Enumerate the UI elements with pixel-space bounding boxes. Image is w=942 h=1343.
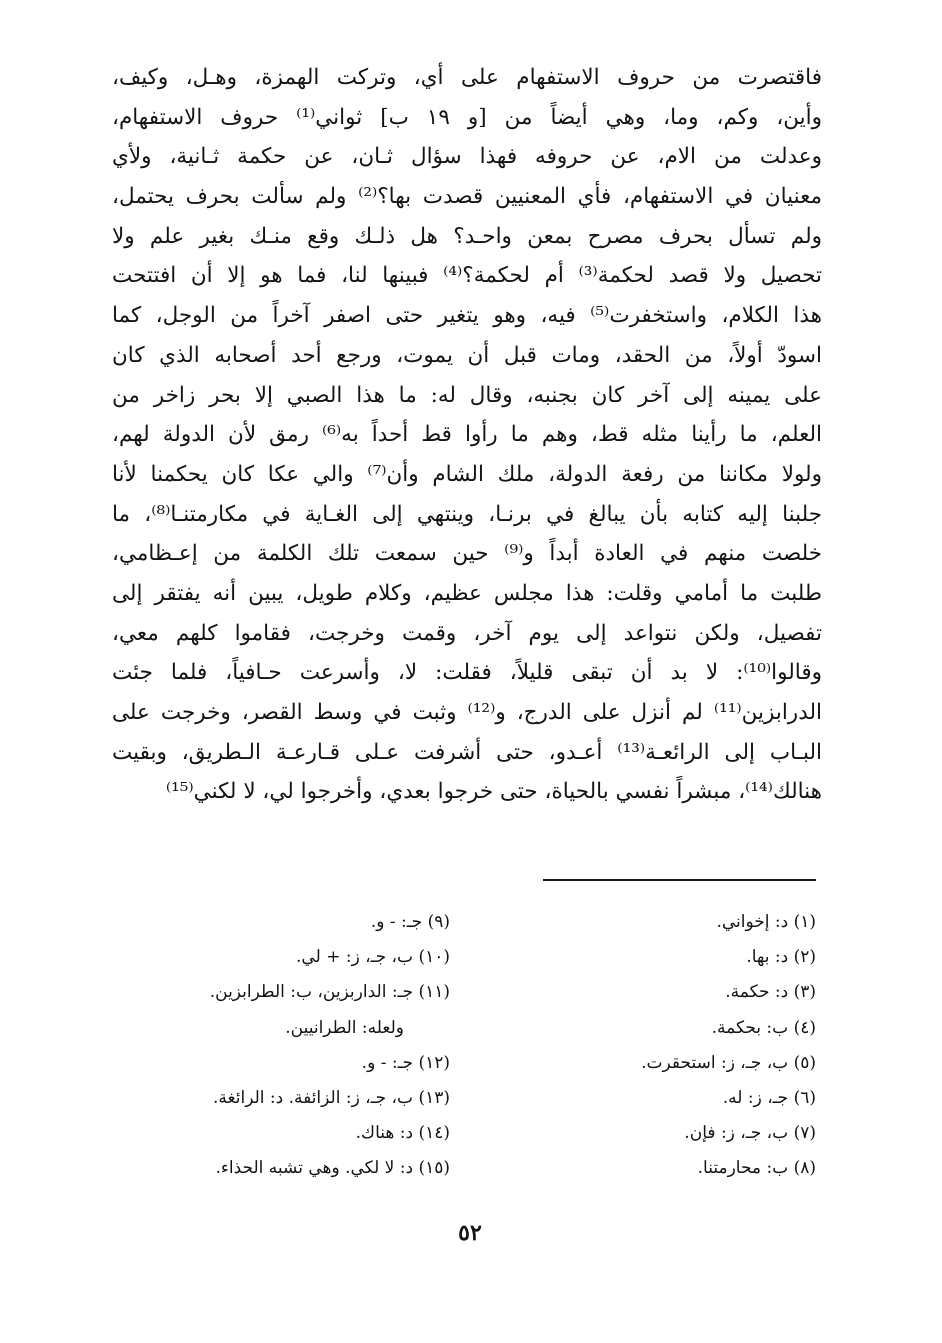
footnote: (٩) جـ: - و. (370, 912, 450, 932)
text-line: تفصيل، ولكن نتواعد إلى يوم آخر، وقمت وخرجت، فقاموا كلهم معي، (112, 620, 822, 646)
text-line: وأين، وكم، وما، وهي أيضاً من [و ١٩ ب] ثواني⁽¹⁾ حروف الاستفهام، (112, 104, 822, 130)
text-line: طلبت ما أمامي وقلت: هذا مجلس عظيم، وكلام طويل، يبين أنه يفتقر إلى (112, 580, 822, 606)
footnote: (١) د: إخواني. (716, 912, 816, 932)
text-line: هنالك⁽¹⁴⁾، مبشراً نفسي بالحياة، حتى خرجوا بعدي، وأخرجوا لي، لا لكني⁽¹⁵⁾ (165, 779, 822, 805)
text-line: العلم، ما رأينا مثله قط، وهم ما رأوا قط أحداً به⁽⁶⁾ رمق لأن الدولة لهم، (112, 422, 822, 448)
footnote: (٤) ب: بحكمة. (711, 1017, 816, 1038)
text-line: وعدلت من الام، عن حروفه فهذا سؤال ثـان، عن حكمة ثـانية، ولأي (112, 144, 822, 170)
text-line: ولولا مكاننا من رفعة الدولة، ملك الشام وأن⁽⁷⁾ والي عكا كان يحكمنا لأنا (112, 461, 822, 487)
footnote: (١٤) د: هناك. (355, 1123, 450, 1144)
footnotes-right-column (490, 905, 816, 1187)
footnote: (٨) ب: محارمتنا. (697, 1158, 816, 1179)
text-line: على يمينه إلى آخر كان بجنبه، وقال له: ما هذا الصبي إلا بحر زاخر من (112, 382, 822, 408)
footnote: (١٠) ب، جـ، ز: + لي. (296, 947, 450, 968)
text-line: البـاب إلى الرائعـة⁽¹³⁾ أعـدو، حتى أشرفت عـلى قـارعـة الـطريق، وبقيت (112, 739, 822, 765)
footnote: (١٢) جـ: - و. (361, 1052, 450, 1073)
footnote: (٦) جـ، ز: له. (722, 1087, 816, 1108)
text-line: معنيان في الاستفهام، فأي المعنيين قصدت بها؟⁽²⁾ ولم سألت بحرف يحتمل، (112, 184, 822, 210)
text-line: هذا الكلام، واستخفرت⁽⁵⁾ فيه، وهو يتغير حتى اصفر آخراً من الوجل، كما (112, 303, 822, 329)
text-line: فاقتصرت من حروف الاستفهام على أي، وتركت الهمزة، وهـل، وكيف، (112, 65, 822, 90)
text-line: تحصيل ولا قصد لحكمة⁽³⁾ أم لحكمة؟⁽⁴⁾ فبينها لنا، فما هو إلا أن افتتحت (112, 263, 822, 289)
main-text-block (112, 58, 822, 812)
footnote: (١٥) د: لا لكي. وهي تشبه الحذاء. (215, 1158, 450, 1179)
footnote: (٥) ب، جـ، ز: استحقرت. (641, 1052, 816, 1073)
footnote: (١٣) ب، جـ، ز: الزائفة. د: الرائغة. (213, 1087, 450, 1108)
text-line: خلصت منهم في العادة أبداً و⁽⁹⁾ حين سمعت تلك الكلمة من إعـظامي، (112, 541, 823, 567)
text-line: اسودّ أولاً، من الحقد، ومات قبل أن يموت، ورجع أحد أصحابه الذي كان (112, 342, 822, 368)
footnote: (٢) د: بها. (746, 947, 816, 968)
page-number: ٥٢ (458, 1220, 482, 1246)
footnotes-left-column (120, 905, 450, 1187)
footnote-continuation: ولعله: الطرانيين. (285, 1017, 404, 1038)
text-line: وقالوا⁽¹⁰⁾: لا بد أن تبقى قليلاً، فقلت: لا، وأسرعت حـافياً، فلما جئت (112, 660, 822, 686)
footnote-separator (543, 879, 816, 881)
footnote: (١١) جـ: الداربزين، ب: الطرابزين. (209, 982, 450, 1003)
text-line: ولم تسأل بحرف مصرح بمعن واحـد؟ هل ذلـك وقع منـك بغير علم ولا (112, 223, 822, 249)
text-line: جلبنا إليه كتابه بأن يبالغ في برنـا، وينتهي إلى الغـاية في مكارمتنـا⁽⁸⁾، ما (112, 501, 823, 527)
footnote: (٣) د: حكمة. (725, 982, 816, 1003)
text-line: الدرابزين⁽¹¹⁾ لم أنزل على الدرج، و⁽¹²⁾ وثبت في وسط القصر، وخرجت على (112, 700, 823, 725)
footnote: (٧) ب، جـ، ز: فإن. (684, 1123, 816, 1144)
